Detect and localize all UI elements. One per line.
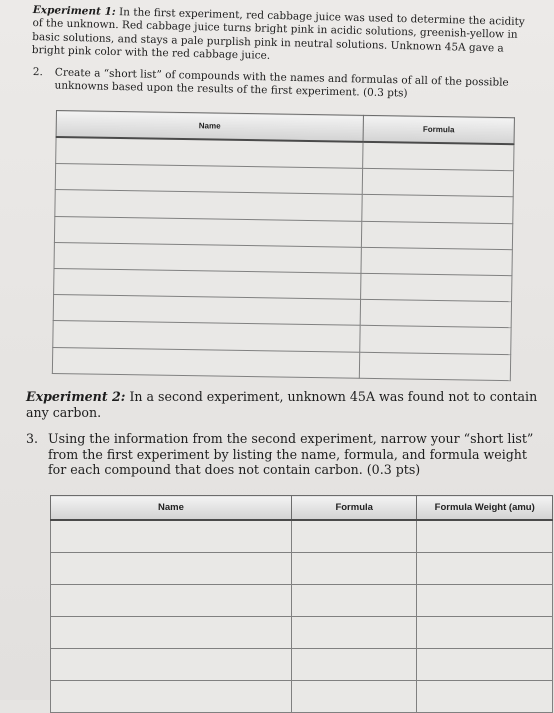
question-2-number: 2. <box>32 66 44 79</box>
table-cell[interactable] <box>51 617 292 649</box>
table-row <box>51 681 553 713</box>
experiment-1-paragraph <box>32 4 533 70</box>
table-cell[interactable] <box>417 617 553 649</box>
experiment-1-text: In the first experiment, red cabbage juice was used to determine the acidity of the unknown. Red cabbage juice turns bright pink in acidic solutions, greenish-yellow in basic solutions, and stays a pale purplish pink in neutral solutions. Unknown 45A gave a bright pink color with the red cabbage juice. <box>31 6 525 63</box>
table-cell[interactable] <box>51 681 292 713</box>
table-cell[interactable] <box>362 195 514 224</box>
table-cell[interactable] <box>362 169 514 198</box>
table-cell[interactable] <box>51 585 292 617</box>
experiment-2-text: In a second experiment, unknown 45A was found not to contain any carbon. <box>26 389 538 420</box>
table-row <box>51 520 553 553</box>
table-cell[interactable] <box>362 142 514 171</box>
table-cell[interactable] <box>51 649 292 681</box>
table-cell[interactable] <box>291 520 417 553</box>
column-header-formula: Formula <box>363 115 515 144</box>
table-row <box>51 553 553 585</box>
table-row <box>51 585 553 617</box>
table-cell[interactable] <box>417 585 553 617</box>
short-list-body <box>52 137 514 380</box>
table-cell[interactable] <box>360 326 512 355</box>
experiment-1-label: Experiment 1: <box>32 4 116 19</box>
table-cell[interactable] <box>291 553 417 585</box>
experiment-2-label: Experiment 2: <box>26 389 126 404</box>
table-cell[interactable] <box>417 649 553 681</box>
question-2-text: Create a “short list” of compounds with the names and formulas of all of the possible unknowns based upon the results of the first experiment. (0.3 pts) <box>54 66 509 100</box>
short-list-table <box>52 110 515 381</box>
column-header-formula-weight: Formula Weight (amu) <box>417 496 553 521</box>
experiment-2-paragraph <box>26 389 541 420</box>
question-2 <box>32 66 532 104</box>
table-cell[interactable] <box>361 247 513 276</box>
table-cell[interactable] <box>417 681 553 713</box>
table-cell[interactable] <box>52 347 359 378</box>
no-carbon-header-row <box>51 496 553 521</box>
table-cell[interactable] <box>51 520 292 553</box>
no-carbon-body <box>51 520 553 713</box>
table-row <box>51 649 553 681</box>
table-cell[interactable] <box>360 273 512 302</box>
table-cell[interactable] <box>417 520 553 553</box>
question-3-number: 3. <box>26 431 39 446</box>
column-header-formula: Formula <box>291 496 417 521</box>
table-cell[interactable] <box>361 221 513 250</box>
table-cell[interactable] <box>291 649 417 681</box>
table-row <box>51 617 553 649</box>
table-cell[interactable] <box>291 681 417 713</box>
table-cell[interactable] <box>51 553 292 585</box>
question-3-text: Using the information from the second experiment, narrow your “short list” from the first experiment by listing the name, formula, and formula weight for each compound that does not contain carbon. (0.3 pts) <box>48 431 534 477</box>
column-header-name: Name <box>51 496 292 521</box>
table-cell[interactable] <box>417 553 553 585</box>
question-3 <box>26 431 546 478</box>
column-header-name: Name <box>56 111 363 142</box>
table-cell[interactable] <box>360 299 512 328</box>
table-cell[interactable] <box>359 352 511 381</box>
table-cell[interactable] <box>291 585 417 617</box>
table-cell[interactable] <box>291 617 417 649</box>
no-carbon-table <box>50 495 553 713</box>
